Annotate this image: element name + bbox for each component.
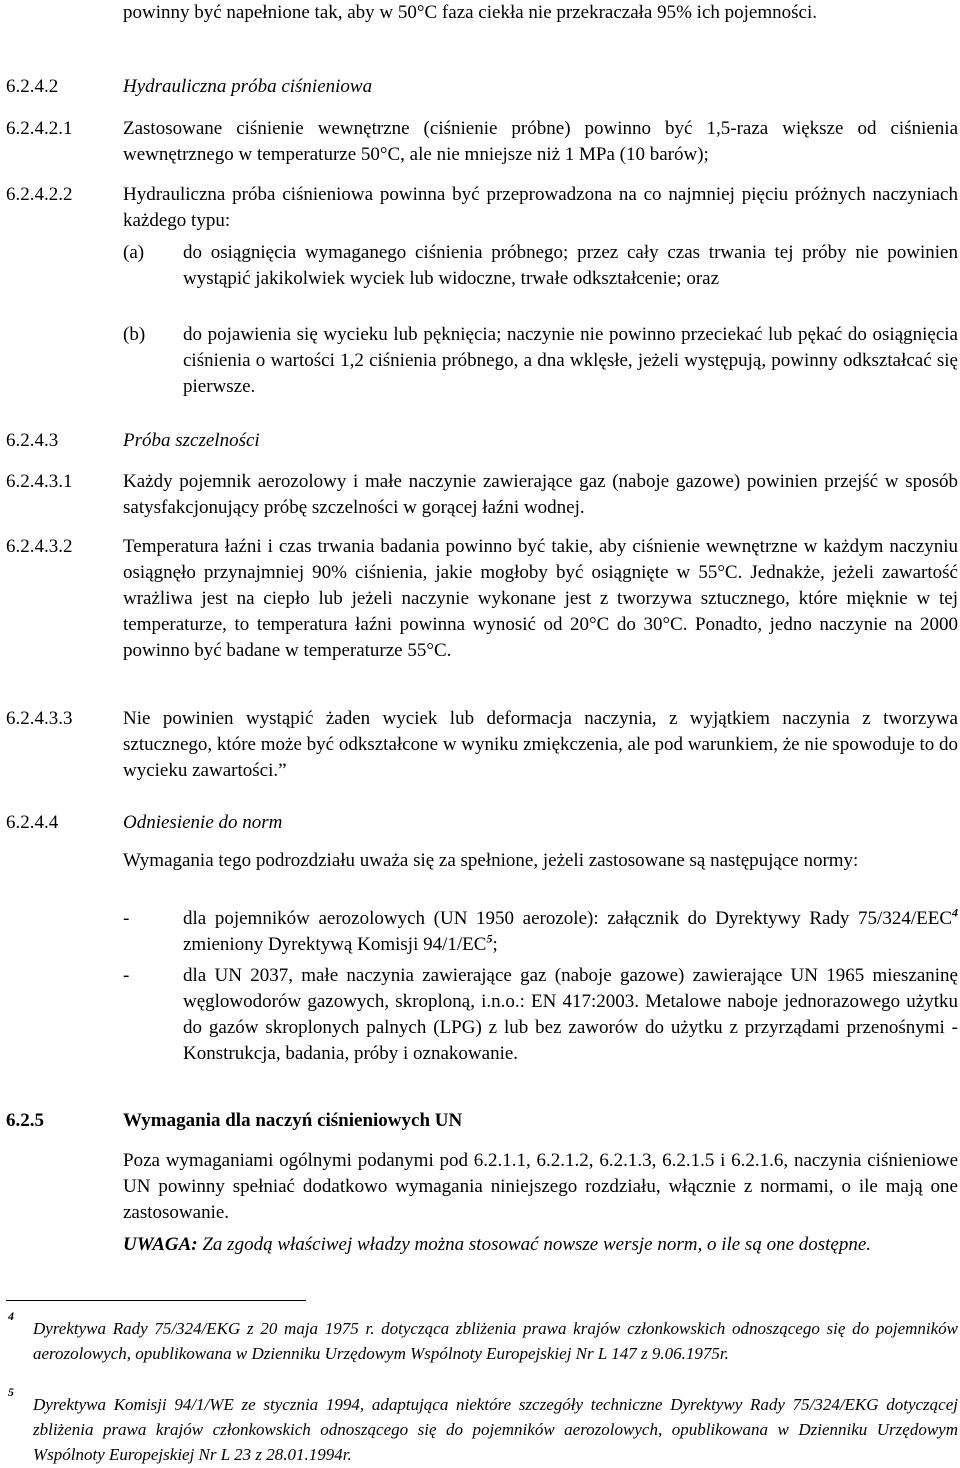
paragraph-text: powinny być napełnione tak, aby w 50°C faza ciekła nie przekraczała 95% ich pojemności. [123,2,817,23]
list-item-text [183,906,958,958]
list-item-label: (b) [123,324,146,345]
note-label: UWAGA: [123,1234,198,1255]
section-number: 6.2.4.3 [6,430,59,451]
norm-text-part: dla pojemników aerozolowych (UN 1950 aerozole): załącznik do Dyrektywy Rady 75/324/EEC [183,908,952,929]
footnote-mark: 5 [8,1385,14,1399]
section-heading: Wymagania dla naczyń ciśnieniowych UN [123,1110,463,1131]
paragraph-text: Poza wymaganiami ogólnymi podanymi pod 6.2.1.1, 6.2.1.2, 6.2.1.3, 6.2.1.5 i 6.2.1.6, naczynia ciśnieniowe UN powinny spełniać dodatkowo wymagania niniejszego rozdziału, włącznie z normami, o ile mają one zastosowanie. [123,1150,958,1223]
note-body: Za zgodą właściwej władzy można stosować nowsze wersje norm, o ile są one dostępne. [197,1234,872,1255]
list-item-text: dla UN 2037, małe naczynia zawierające gaz (naboje gazowe) zawierające UN 1965 mieszaninę węglowodorów gazowych, skroploną, i.n.o.: EN 417:2003. Metalowe naboje jednorazowego użytku do gazów skroplonych palnych (LPG) z lub bez zaworów do użytku z przyrządami przenośnymi - Konstrukcja, badania, próby i oznakowanie. [183,965,958,1064]
paragraph-number: 6.2.4.2.2 [6,184,73,205]
paragraph-number: 6.2.4.3.2 [6,536,73,557]
footnote-ref-4[interactable]: 4 [952,905,958,920]
footnote-ref-5[interactable]: 5 [486,931,493,946]
paragraph-text: Hydrauliczna próba ciśnieniowa powinna być przeprowadzona na co najmniej pięciu próżnych naczyniach każdego typu: [123,184,958,231]
footnote-mark: 4 [8,1309,14,1323]
section-number: 6.2.4.2 [6,76,59,97]
list-item-text: do osiągnięcia wymaganego ciśnienia próbnego; przez cały czas trwania tej próby nie powinien wystąpić jakikolwiek wyciek lub widoczne, trwałe odkształcenie; oraz [183,242,958,289]
paragraph-number: 6.2.4.3.3 [6,708,73,729]
paragraph-number: 6.2.4.2.1 [6,118,73,139]
section-number: 6.2.5 [6,1110,44,1131]
norm-text-part: ; [492,934,498,955]
norm-text-part: zmieniony Dyrektywą Komisji 94/1/EC [183,934,487,955]
paragraph-number: 6.2.4.3.1 [6,471,73,492]
footnote-separator [6,1300,306,1301]
footnote-text: Dyrektywa Komisji 94/1/WE ze stycznia 1994, adaptująca niektóre szczegóły techniczne Dyrektywy Rady 75/324/EKG dotyczącej zbliżenia prawa krajów członkowskich odnoszącego się do pojemników aerozolowych, opublikowana w Dzienniku Urzędowym Wspólnoty Europejskiej Nr L 23 z 28.01.1994r. [33,1395,958,1464]
list-dash: - [123,908,130,929]
note-text [123,1232,958,1258]
paragraph-text: Każdy pojemnik aerozolowy i małe naczynie zawierające gaz (naboje gazowe) powinien przejść w sposób satysfakcjonujący próbę szczelności w gorącej łaźni wodnej. [123,471,958,518]
paragraph-text: Temperatura łaźni i czas trwania badania powinno być takie, aby ciśnienie wewnętrzne w każdym naczyniu osiągnęło przynajmniej 90% ciśnienia, jakie mogłoby być osiągnięte w 55°C. Jednakże, jeżeli zawartość wrażliwa jest na ciepło lub jeżeli naczynie wykonane jest z tworzywa sztucznego, które mięknie w tej temperaturze, to temperatura łaźni powinna wynosić od 20°C do 30°C. Ponadto, jedno naczynie na 2000 powinno być badane w temperaturze 55°C. [123,536,958,661]
section-heading: Próba szczelności [123,430,260,451]
list-item-text: do pojawienia się wycieku lub pęknięcia; naczynie nie powinno przeciekać lub pękać do osiągnięcia ciśnienia o wartości 1,2 ciśnienia próbnego, a dna wklęsłe, jeżeli występują, powinny odkształcać się pierwsze. [183,324,958,397]
footnote-text: Dyrektywa Rady 75/324/EKG z 20 maja 1975 r. dotycząca zbliżenia prawa krajów członkowskich odnoszącego się do pojemników aerozolowych, opublikowana w Dzienniku Urzędowym Wspólnoty Europejskiej Nr L 147 z 9.06.1975r. [33,1319,958,1363]
list-item-label: (a) [123,242,145,263]
section-heading: Odniesienie do norm [123,812,283,833]
list-dash: - [123,965,130,986]
paragraph-text: Wymagania tego podrozdziału uważa się za spełnione, jeżeli zastosowane są następujące normy: [123,850,859,871]
section-number: 6.2.4.4 [6,812,59,833]
paragraph-text: Nie powinien wystąpić żaden wyciek lub deformacja naczynia, z wyjątkiem naczynia z tworzywa sztucznego, które może być odkształcone w wyniku zmiękczenia, ale pod warunkiem, że nie spowoduje to do wycieku zawartości.” [123,708,958,781]
paragraph-text: Zastosowane ciśnienie wewnętrzne (ciśnienie próbne) powinno być 1,5-raza większe od ciśnienia wewnętrznego w temperaturze 50°C, ale nie mniejsze niż 1 MPa (10 barów); [123,118,958,165]
section-heading: Hydrauliczna próba ciśnieniowa [123,76,373,97]
